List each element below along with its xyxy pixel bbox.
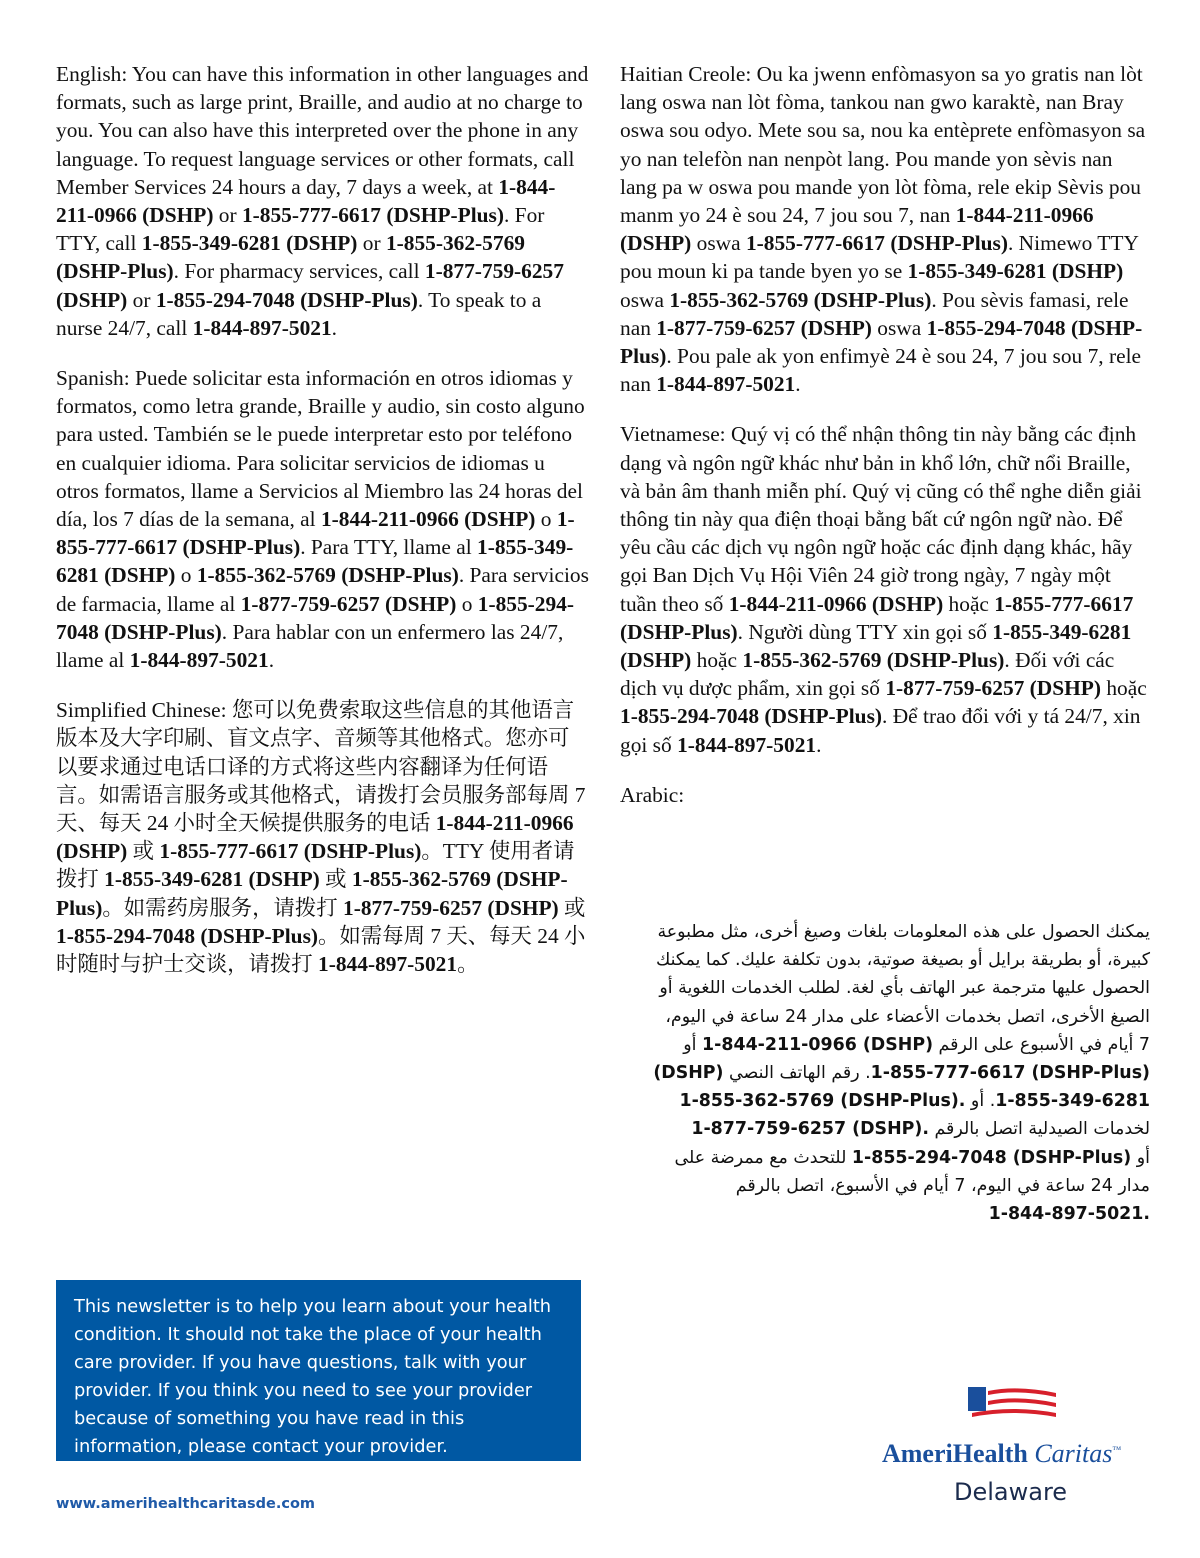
- paragraph-text: . Pou sèvis famasi, rele nan: [620, 287, 1129, 340]
- phone-number: 1-855-349-6281 (DSHP): [56, 535, 574, 588]
- paragraph-text: الصيغ الأخرى، اتصل بخدمات الأعضاء على مدار 24 ساعة في اليوم،: [665, 1006, 1150, 1027]
- paragraph-text: للتحدث مع ممرضة على: [674, 1147, 852, 1168]
- phone-number: 1-855-362-5769 (DSHP-Plus): [669, 287, 932, 312]
- paragraph-text: oswa: [620, 287, 670, 312]
- paragraph-text: Haitian Creole: Ou ka jwenn enfòmasyon sa yo gratis nan lòt lang oswa nan lòt fòma, tankou nan gwo karaktè, nan Bray oswa sou odyo. Mete sou sa, nou ka entèprete enfòmasyon sa yo nan telefòn nan nenpòt lang. Pou mande yon sèvis nan lang pa w oswa pou mande yon lòt fòma, rele ekip Sèvis pou manm yo 24 è sou 24, 7 jou sou 7, nan: [620, 62, 1146, 228]
- phone-number: 1-855-294-7048 (DSHP-Plus): [56, 923, 319, 948]
- paragraph-text: o: [456, 591, 478, 616]
- disclaimer-notice: [56, 1280, 581, 1461]
- paragraph-text: . Để trao đổi với y tá 24/7, xin gọi số: [620, 704, 1141, 757]
- paragraph-text: أو: [1131, 1147, 1150, 1168]
- paragraph-text: .: [816, 732, 822, 757]
- phone-number: 1-844-897-5021: [318, 952, 458, 977]
- paragraph-text: لخدمات الصيدلية اتصل بالرقم: [928, 1119, 1150, 1140]
- phone-number: 1-855-777-6617 (DSHP-Plus): [241, 203, 504, 228]
- paragraph-text: . Para TTY, llame al: [300, 535, 478, 560]
- paragraph-text: or: [127, 287, 156, 312]
- paragraph-text: . Para hablar con un enfermero las 24/7, llame al: [56, 619, 564, 673]
- paragraph-text: .: [268, 648, 275, 673]
- paragraph-text: English: You can have this information in other languages and formats, such as large print, Braille, and audio at no charge to you. You can also have this interpreted over the phone in any language. To request language services or other formats, call Member Services 24 hours a day, 7 days a week, at: [56, 62, 589, 199]
- phone-number: 1-844-897-5021: [192, 315, 332, 340]
- paragraph-text: 。如需药房服务，请拨打: [102, 895, 344, 920]
- phone-number: 1-855-777-6617 (DSHP-Plus): [620, 591, 1134, 644]
- paragraph-text: . For TTY, call: [56, 203, 545, 256]
- paragraph-text: .: [331, 315, 338, 340]
- phone-number: 1-855-777-6617 (DSHP-Plus): [159, 839, 422, 864]
- paragraph-text: كبيرة، أو بطريقة برايل أو بصيغة صوتية، بدون تكلفة عليك. كما يمكنك: [655, 950, 1150, 971]
- paragraph-text: or: [213, 203, 242, 228]
- phone-number: 1-844-897-5021.: [988, 1204, 1150, 1225]
- arabic-line: [620, 918, 1150, 946]
- phone-number: 1-855-349-6281 (DSHP): [104, 867, 320, 892]
- paragraph-text: Spanish: Puede solicitar esta información en otros idiomas y formatos, como letra grande, Braille y audio, sin costo alguno para usted. También se le puede interpretar esto por teléfono en cualquier idioma. Para solicitar servicios de idiomas u otros formatos, llame a Servicios al Miembro las 24 horas del día, los 7 días de la semana, al: [56, 366, 585, 532]
- arabic-line: [620, 1059, 1150, 1087]
- language-paragraph: [620, 420, 1150, 758]
- logo-trademark: ™: [1112, 1444, 1122, 1455]
- disclaimer-text: This newsletter is to help you learn about your health condition. It should not take the place of your health care provider. If you have questions, talk with your provider. If you think you need to see your provider because of something you have read in this information, please contact your provider.: [74, 1296, 552, 1457]
- arabic-line: [620, 1031, 1150, 1059]
- paragraph-text: or: [357, 231, 386, 256]
- paragraph-text: hoặc: [691, 648, 743, 673]
- phone-number: 1-877-759-6257 (DSHP).: [691, 1119, 929, 1140]
- paragraph-text: . To speak to a nurse 24/7, call: [56, 287, 542, 340]
- phone-number: 1-855-294-7048 (DSHP-Plus): [620, 704, 883, 729]
- paragraph-text: . For pharmacy services, call: [173, 259, 425, 284]
- paragraph-text: . Pou pale ak yon enfimyè 24 è sou 24, 7 jou sou 7, rele nan: [620, 344, 1142, 397]
- paragraph-text: 或: [558, 895, 586, 920]
- paragraph-text: o: [175, 563, 197, 588]
- paragraph-text: . Para servicios de farmacia, llame al: [56, 563, 589, 616]
- phone-number: 1-855-777-6617 (DSHP-Plus): [870, 1063, 1150, 1084]
- paragraph-text: . Đối với các dịch vụ dược phẩm, xin gọi số: [620, 648, 1115, 701]
- paragraph-text: أو: [683, 1034, 703, 1055]
- paragraph-text: 7 أيام في الأسبوع على الرقم: [933, 1034, 1150, 1055]
- arabic-line: [620, 1144, 1150, 1172]
- arabic-line: [620, 1200, 1150, 1228]
- language-paragraph: [620, 781, 1150, 809]
- phone-number: 1-844-211-0966 (DSHP): [702, 1034, 934, 1055]
- paragraph-text: يمكنك الحصول على هذه المعلومات بلغات وصيغ أخرى، مثل مطبوعة: [657, 922, 1150, 942]
- paragraph-text: .: [795, 372, 801, 397]
- paragraph-text: o: [535, 507, 557, 532]
- arabic-line: [620, 1172, 1150, 1200]
- language-paragraph: [56, 696, 589, 978]
- phone-number: 1-855-349-6281 (DSHP): [907, 259, 1124, 284]
- paragraph-text: . أو: [965, 1091, 996, 1112]
- paragraph-text: . رقم الهاتف النصي: [723, 1063, 871, 1084]
- phone-number: 1-855-362-5769 (DSHP-Plus): [56, 231, 525, 284]
- phone-number: 1-844-211-0966 (DSHP): [728, 591, 944, 616]
- phone-number: 1-877-759-6257 (DSHP): [885, 676, 1101, 701]
- phone-number: 1-877-759-6257 (DSHP): [343, 895, 559, 920]
- phone-number: 1-855-362-5769 (DSHP-Plus): [742, 648, 1005, 673]
- language-paragraph: [620, 60, 1150, 398]
- phone-number: 1-855-294-7048 (DSHP-Plus): [155, 287, 418, 312]
- phone-number: 1-844-211-0966 (DSHP): [56, 811, 574, 864]
- paragraph-text: 。TTY 使用者请拨打: [56, 839, 575, 892]
- phone-number: 1-844-897-5021: [677, 732, 817, 757]
- phone-number: 1-877-759-6257 (DSHP): [656, 315, 872, 340]
- paragraph-text: مدار 24 ساعة في اليوم، 7 أيام في الأسبوع، اتصل بالرقم: [735, 1175, 1150, 1196]
- arabic-line: [620, 974, 1150, 1002]
- phone-number: 1-855-349-6281: [995, 1091, 1150, 1112]
- phone-number: 1-855-362-5769 (DSHP-Plus): [196, 563, 459, 588]
- phone-number: 1-855-362-5769 (DSHP-Plus).: [679, 1091, 966, 1112]
- phone-number: 1-877-759-6257 (DSHP): [240, 591, 457, 616]
- logo-brand-italic: Caritas: [1034, 1439, 1113, 1468]
- arabic-line: [620, 1115, 1150, 1143]
- logo-brand-bold: AmeriHealth: [882, 1439, 1028, 1468]
- arabic-line: [620, 946, 1150, 974]
- left-column: [56, 60, 589, 1000]
- phone-number: 1-855-294-7048 (DSHP-Plus): [56, 591, 574, 644]
- paragraph-text: 或: [127, 839, 160, 864]
- phone-number: 1-844-897-5021: [656, 372, 796, 397]
- phone-number: 1-855-294-7048 (DSHP-Plus): [620, 315, 1143, 369]
- paragraph-text: hoặc: [1100, 676, 1147, 701]
- logo-region: Delaware: [954, 1478, 1068, 1506]
- flag-icon: [968, 1387, 1058, 1427]
- phone-number: 1-855-777-6617 (DSHP-Plus): [745, 231, 1008, 256]
- amerihealth-logo: [882, 1387, 1150, 1517]
- language-paragraph: [56, 364, 589, 674]
- paragraph-text: 。: [457, 952, 479, 977]
- phone-number: 1-844-211-0966 (DSHP): [320, 507, 536, 532]
- phone-number: 1-855-294-7048 (DSHP-Plus): [851, 1147, 1132, 1168]
- phone-number: 1-844-897-5021: [129, 648, 269, 673]
- phone-number: 1-844-211-0966 (DSHP): [620, 203, 1094, 256]
- arabic-paragraph: [620, 918, 1150, 1228]
- paragraph-text: Simplified Chinese: 您可以免费索取这些信息的其他语言版本及大字印刷、盲文点字、音频等其他格式。您亦可以要求通过电话口译的方式将这些内容翻译为任何语言。如需语言服务或其他格式，请拨打会员服务部每周 7 天、每天 24 小时全天候提供服务的电话: [56, 698, 586, 836]
- paragraph-text: Vietnamese: Quý vị có thể nhận thông tin này bằng các định dạng và ngôn ngữ khác như bản in khổ lớn, chữ nổi Braille, và bản âm thanh miễn phí. Quý vị cũng có thể nghe diễn giải thông tin này qua điện thoại bằng bất cứ ngôn ngữ nào. Để yêu cầu các dịch vụ ngôn ngữ hoặc các định dạng khác, hãy gọi Ban Dịch Vụ Hội Viên 24 giờ trong ngày, 7 ngày một tuần theo số: [620, 422, 1142, 616]
- logo-wordmark: [882, 1439, 1121, 1469]
- paragraph-text: hoặc: [943, 591, 995, 616]
- paragraph-text: 。如需每周 7 天、每天 24 小时随时与护士交谈，请拨打: [56, 923, 586, 977]
- arabic-line: [620, 1003, 1150, 1031]
- paragraph-text: الحصول عليها مترجمة عبر الهاتف بأي لغة. لطلب الخدمات اللغوية أو: [659, 978, 1150, 999]
- paragraph-text: 或: [319, 867, 352, 892]
- phone-number: 1-855-349-6281 (DSHP): [141, 231, 358, 256]
- language-paragraph: [56, 60, 589, 342]
- website-link[interactable]: www.amerihealthcaritasde.com: [56, 1496, 316, 1512]
- phone-number: 1-844-211-0966 (DSHP): [56, 174, 556, 228]
- phone-number: 1-877-759-6257 (DSHP): [56, 259, 564, 312]
- paragraph-text: Arabic:: [620, 782, 685, 807]
- arabic-line: [620, 1087, 1150, 1115]
- phone-number: 1-855-777-6617 (DSHP-Plus): [56, 507, 575, 560]
- paragraph-text: . Nimewo TTY pou moun ki pa tande byen yo se: [620, 231, 1139, 284]
- phone-number: (DSHP): [653, 1063, 724, 1084]
- paragraph-text: oswa: [871, 315, 927, 340]
- phone-number: 1-855-362-5769 (DSHP-Plus): [56, 867, 568, 920]
- right-column: [620, 60, 1150, 831]
- paragraph-text: . Người dùng TTY xin gọi số: [737, 619, 993, 644]
- phone-number: 1-855-349-6281 (DSHP): [620, 619, 1132, 673]
- paragraph-text: oswa: [691, 231, 746, 256]
